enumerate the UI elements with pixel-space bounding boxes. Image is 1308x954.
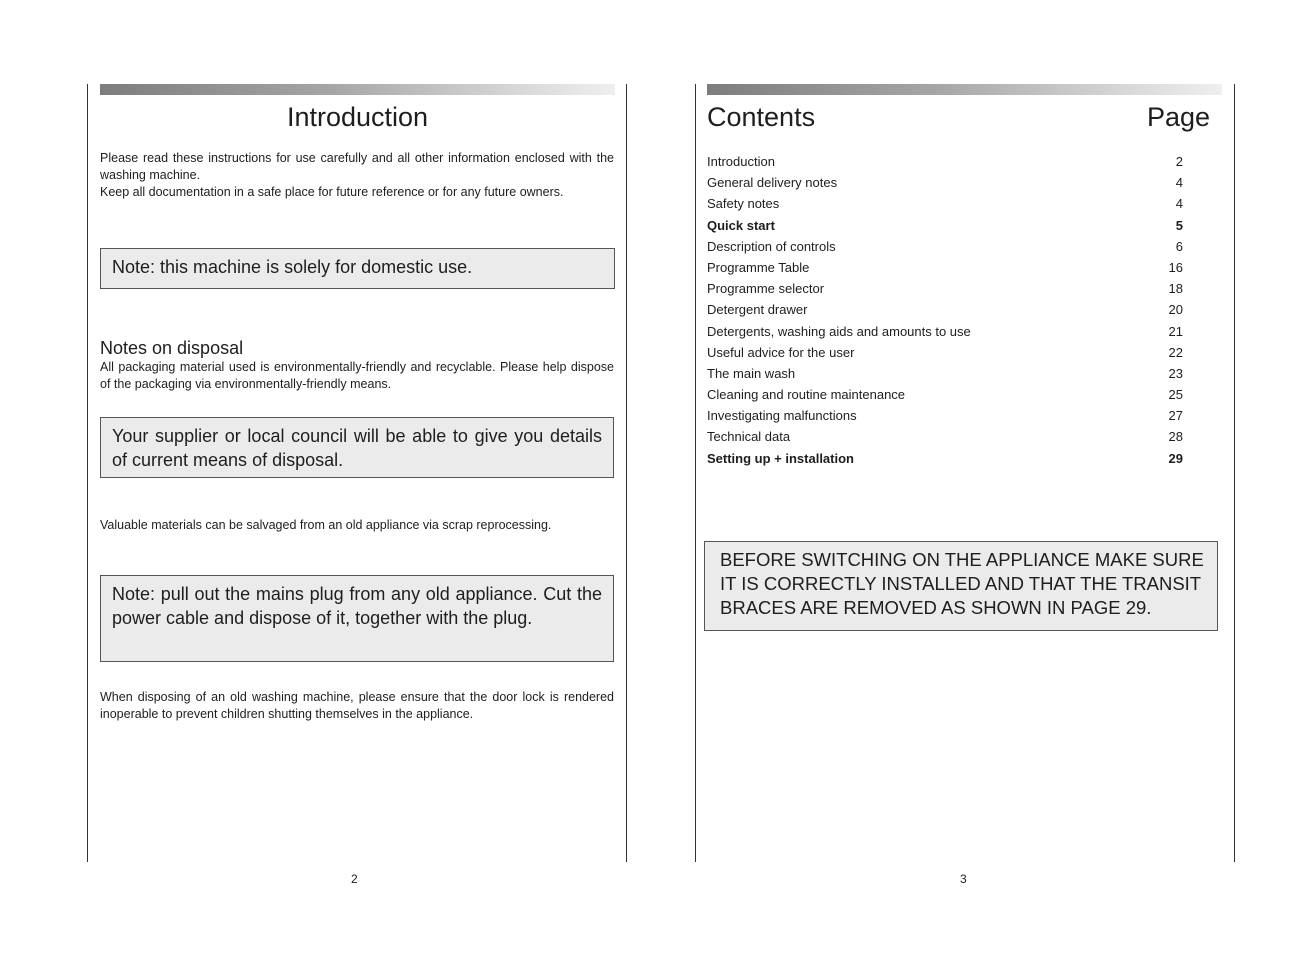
toc-entry — [707, 237, 1183, 258]
toc-entry-page: 23 — [1168, 365, 1183, 381]
toc-entry-page: 28 — [1168, 429, 1183, 445]
toc-entry — [707, 194, 1183, 215]
toc-entry-label: Introduction — [707, 154, 775, 169]
toc-entry-label: Detergents, washing aids and amounts to use — [707, 323, 971, 339]
toc-entry — [707, 449, 1183, 470]
page-title-introduction: Introduction — [286, 102, 429, 132]
toc-entry-label: Programme Table — [707, 259, 810, 275]
toc-entry-label: Investigating malfunctions — [707, 408, 857, 424]
toc-entry-label: General delivery notes — [707, 175, 838, 191]
toc-entry — [707, 427, 1183, 448]
toc-entry-label: Detergent drawer — [707, 302, 808, 318]
toc-entry-label: Cleaning and routine maintenance — [707, 387, 906, 403]
right-header-bar — [707, 84, 1222, 95]
right-page-left-border — [695, 84, 696, 862]
toc-entry-page: 21 — [1168, 323, 1183, 339]
left-header-bar — [100, 84, 615, 95]
toc-entry-label: Quick start — [707, 217, 775, 233]
toc-entry-page: 4 — [1175, 196, 1183, 212]
right-page-right-border — [1234, 84, 1235, 862]
toc-entry-label: The main wash — [707, 365, 796, 381]
intro-paragraph-line-1: Please read these instructions for use carefully and all other information enclosed with the washing machine. — [100, 151, 614, 182]
intro-paragraph-line-2: Keep all documentation in a safe place for future reference or for any future owners. — [100, 185, 564, 199]
installation-warning: BEFORE SWITCHING ON THE APPLIANCE MAKE SURE IT IS CORRECTLY INSTALLED AND THAT THE TRANSIT BRACES ARE REMOVED AS SHOWN IN PAGE 29. — [704, 541, 1218, 631]
toc-entry-label: Programme selector — [707, 281, 825, 297]
disposal-paragraph: All packaging material used is environmentally-friendly and recyclable. Please help dispose of the packaging via environmentally-friendly means. — [100, 360, 614, 391]
note-supplier-council: Your supplier or local council will be able to give you details of current means of disposal. — [100, 417, 614, 478]
note-mains-plug: Note: pull out the mains plug from any old appliance. Cut the power cable and dispose of it, together with the plug. — [100, 575, 614, 662]
toc-entry-label: Setting up + installation — [707, 450, 854, 466]
toc-entry — [707, 258, 1183, 279]
page-number-right: 3 — [960, 872, 967, 886]
page-column-header: Page — [1147, 102, 1211, 132]
toc-entry — [707, 385, 1183, 406]
note-domestic-use: Note: this machine is solely for domestic use. — [100, 248, 615, 289]
toc-entry-page: 4 — [1175, 175, 1183, 191]
toc-entry-page: 25 — [1168, 387, 1183, 403]
table-of-contents — [707, 152, 1183, 470]
toc-entry-page: 29 — [1168, 450, 1183, 466]
toc-entry-page: 27 — [1168, 408, 1183, 424]
page-title-contents: Contents — [707, 102, 816, 132]
toc-entry-page: 22 — [1168, 344, 1183, 360]
toc-entry — [707, 364, 1183, 385]
toc-entry — [707, 322, 1183, 343]
left-page-left-border — [87, 84, 88, 862]
toc-entry-page: 5 — [1175, 217, 1183, 233]
page-number-left: 2 — [351, 872, 358, 886]
toc-entry-page: 16 — [1168, 259, 1183, 275]
salvage-paragraph: Valuable materials can be salvaged from an old appliance via scrap reprocessing. — [100, 518, 552, 532]
left-page-right-border — [626, 84, 627, 862]
disposal-heading: Notes on disposal — [100, 338, 244, 358]
intro-paragraph — [100, 150, 614, 201]
door-lock-paragraph: When disposing of an old washing machine, please ensure that the door lock is rendered inoperable to prevent children shutting themselves in the appliance. — [100, 690, 614, 721]
toc-entry-page: 2 — [1175, 154, 1183, 169]
toc-entry — [707, 152, 1183, 173]
toc-entry — [707, 343, 1183, 364]
toc-entry — [707, 173, 1183, 194]
toc-entry-label: Description of controls — [707, 238, 836, 254]
toc-entry-page: 6 — [1175, 238, 1183, 254]
toc-entry — [707, 406, 1183, 427]
toc-entry — [707, 279, 1183, 300]
toc-entry — [707, 216, 1183, 237]
toc-entry-label: Technical data — [707, 429, 791, 445]
toc-entry-label: Safety notes — [707, 196, 780, 212]
toc-entry-page: 20 — [1168, 302, 1183, 318]
toc-entry-page: 18 — [1168, 281, 1183, 297]
toc-entry-label: Useful advice for the user — [707, 344, 855, 360]
toc-entry — [707, 300, 1183, 321]
